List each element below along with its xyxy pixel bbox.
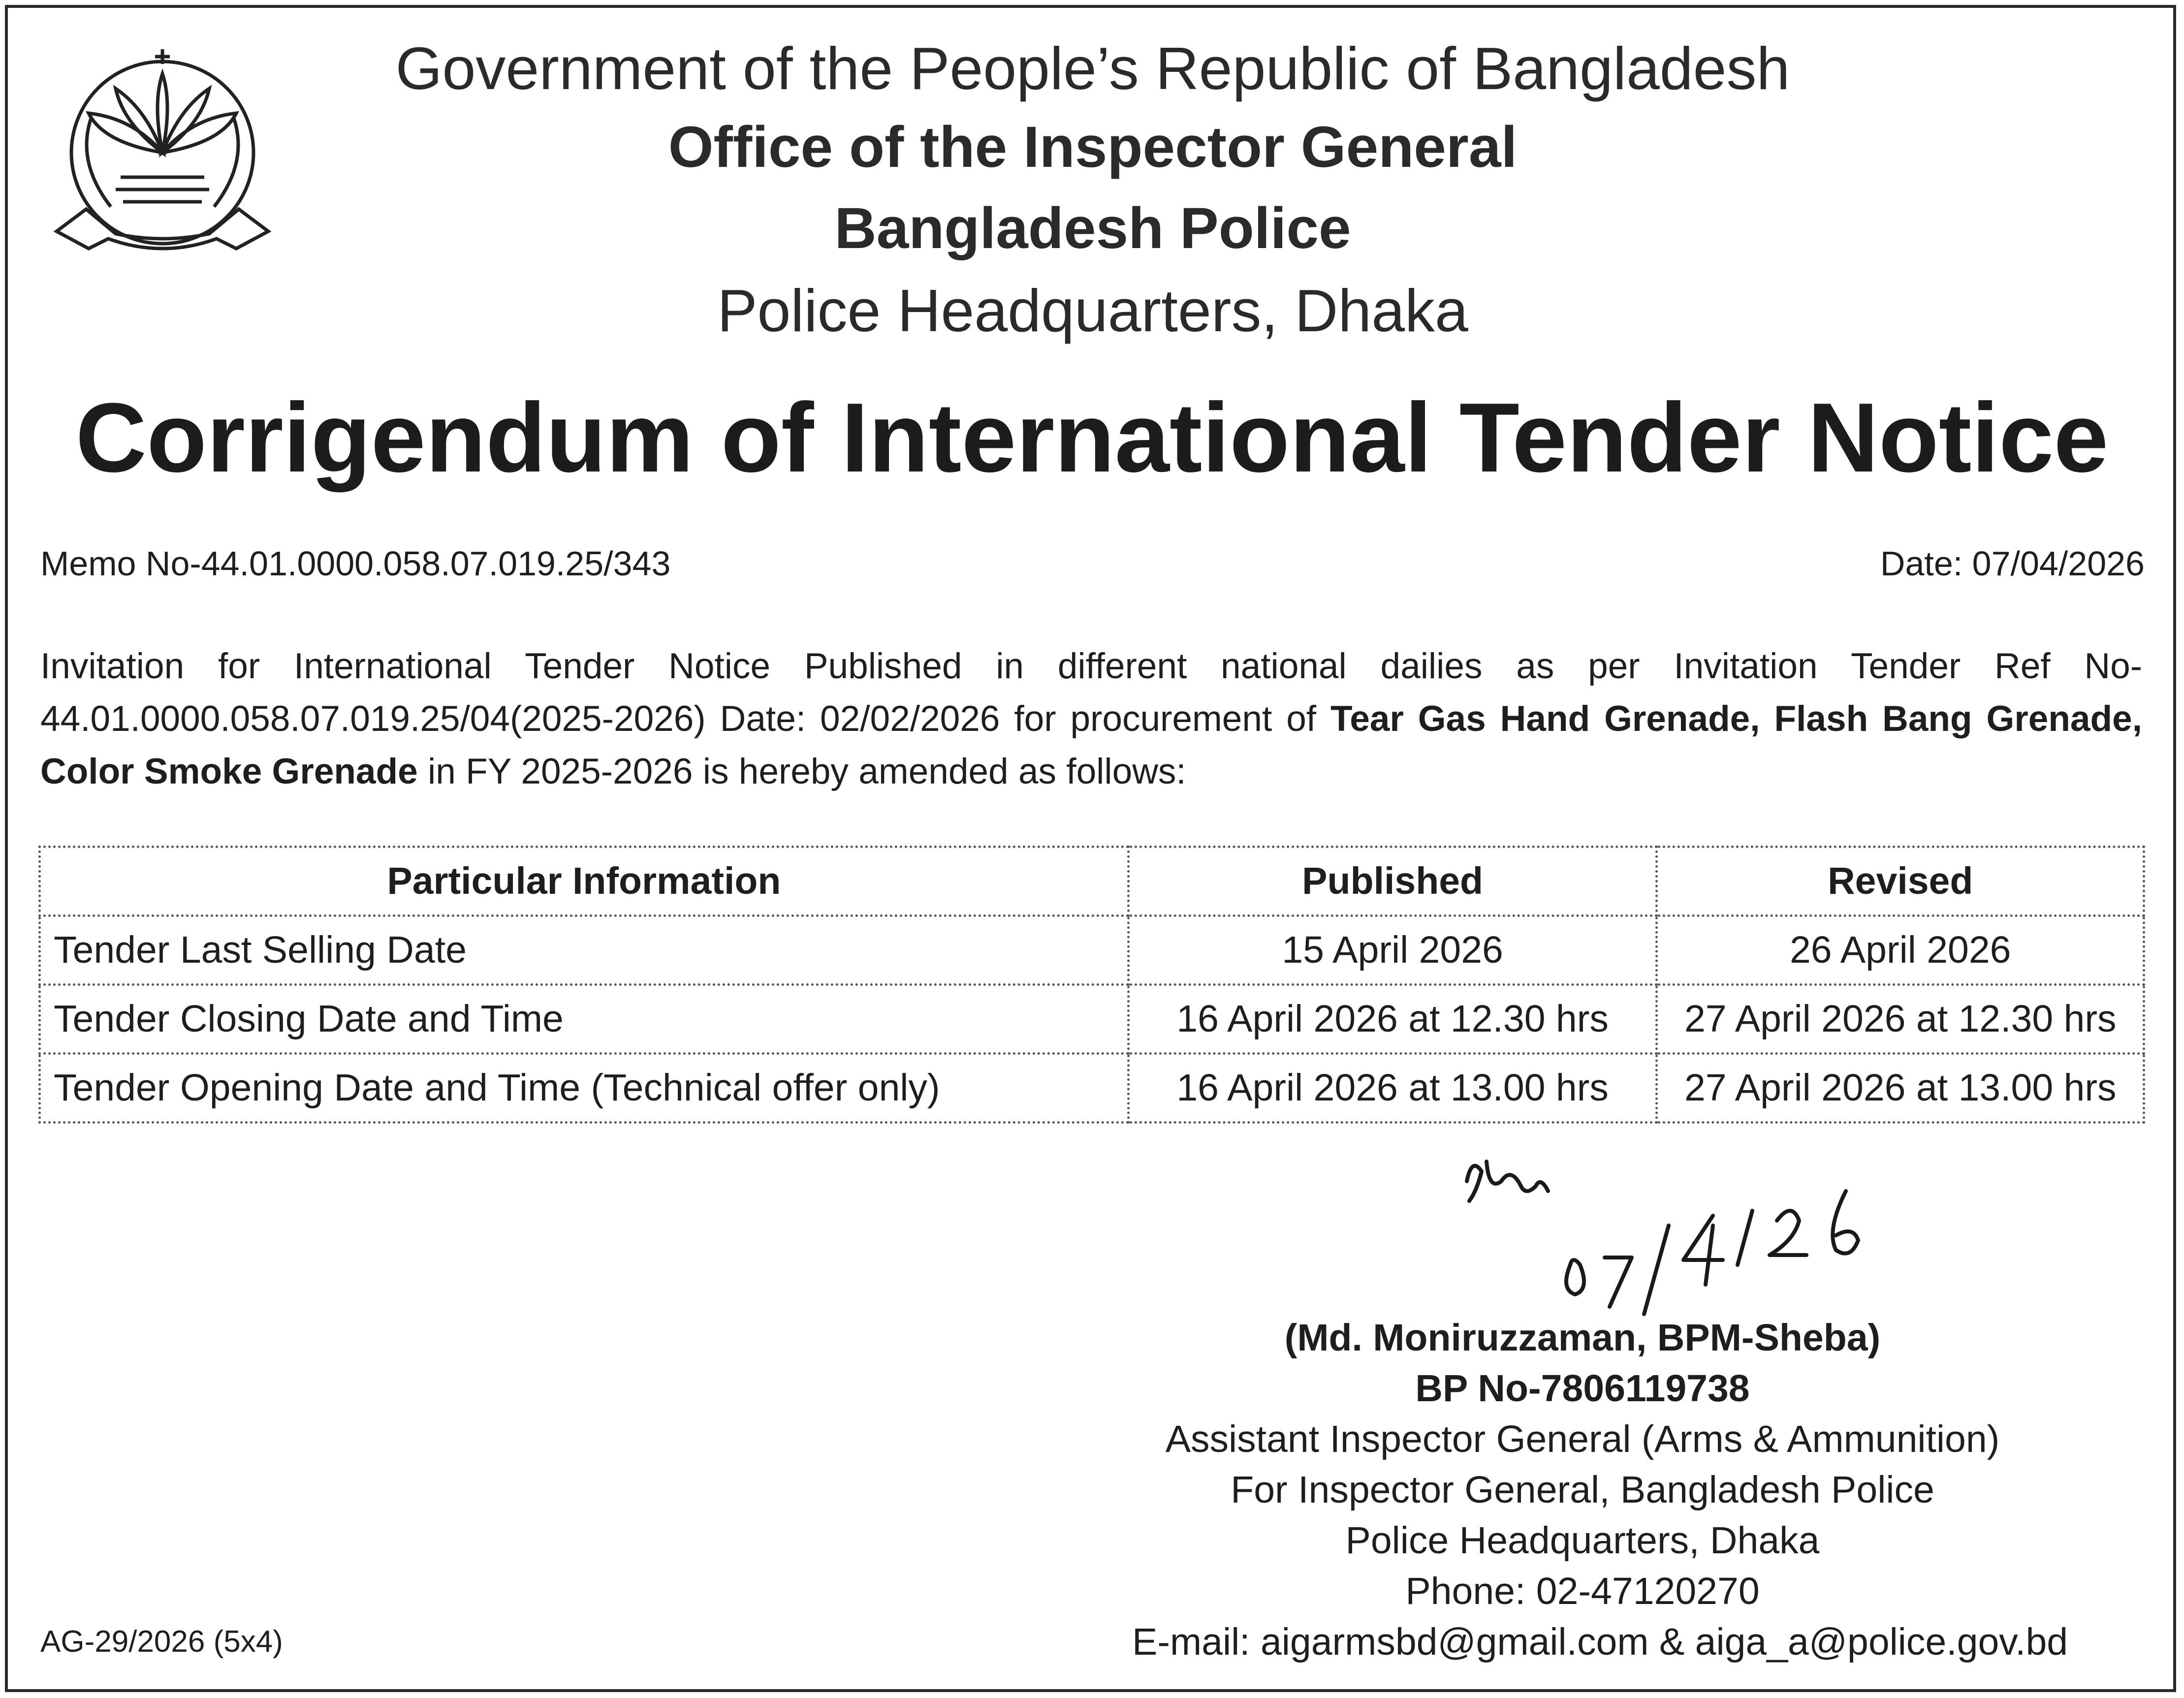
office-heading: Office of the Inspector General: [668, 115, 1518, 180]
phone-number: Phone: 02-47120270: [1405, 1570, 1760, 1612]
signatory-designation: Assistant Inspector General (Arms & Ammunition): [1165, 1418, 2000, 1460]
table-header-row: [40, 847, 2144, 916]
table-cell: Tender Closing Date and Time: [40, 985, 1129, 1054]
table-cell: Tender Opening Date and Time (Technical offer only): [40, 1054, 1129, 1123]
table-cell: 16 April 2026 at 13.00 hrs: [1128, 1054, 1657, 1123]
government-heading: Government of the People’s Republic of Bangladesh: [395, 35, 1790, 102]
notice-title: Corrigendum of International Tender Notice: [75, 383, 2109, 493]
department-heading: Bangladesh Police: [834, 196, 1351, 261]
table-cell: 27 April 2026 at 12.30 hrs: [1657, 985, 2144, 1054]
table-row: [40, 1054, 2144, 1123]
signatory-name: (Md. Moniruzzaman, BPM-Sheba): [1284, 1317, 1881, 1359]
intro-items-bold: Tear Gas Hand Grenade, Flash Bang Grenade, Color Smoke Grenade: [40, 699, 2142, 791]
table-row: [40, 985, 2144, 1054]
bp-number: BP No-7806119738: [1415, 1367, 1750, 1410]
handwritten-signature: [1457, 1142, 1885, 1319]
email-address: E-mail: aigarmsbd@gmail.com & aiga_a@police.gov.bd: [1132, 1621, 2068, 1663]
signatory-office: Police Headquarters, Dhaka: [1345, 1519, 1820, 1562]
amendment-table: [38, 846, 2145, 1124]
table-row: [40, 916, 2144, 985]
column-header-particular: Particular Information: [40, 847, 1129, 916]
notice-date: Date: 07/04/2026: [1880, 544, 2145, 583]
table-cell: Tender Last Selling Date: [40, 916, 1129, 985]
memo-number: Memo No-44.01.0000.058.07.019.25/343: [40, 544, 671, 583]
table-cell: 27 April 2026 at 13.00 hrs: [1657, 1054, 2144, 1123]
table-cell: 16 April 2026 at 12.30 hrs: [1128, 985, 1657, 1054]
table-cell: 15 April 2026: [1128, 916, 1657, 985]
table-cell: 26 April 2026: [1657, 916, 2144, 985]
column-header-revised: Revised: [1657, 847, 2144, 916]
column-header-published: Published: [1128, 847, 1657, 916]
intro-paragraph: [40, 640, 2142, 798]
for-line: For Inspector General, Bangladesh Police: [1231, 1469, 1934, 1511]
location-heading: Police Headquarters, Dhaka: [717, 277, 1468, 344]
intro-text-part1: Invitation for International Tender Notice Published in different national dailies as per Invitation Tender Ref No-44.01.0000.058.07.019.25/04(2025-2026) Date: 02/02/2026 for procurement of: [40, 646, 2142, 739]
intro-text-part2: in FY 2025-2026 is hereby amended as follows:: [417, 752, 1186, 791]
police-emblem-icon: [37, 34, 288, 281]
ad-code: AG-29/2026 (5x4): [40, 1625, 283, 1659]
